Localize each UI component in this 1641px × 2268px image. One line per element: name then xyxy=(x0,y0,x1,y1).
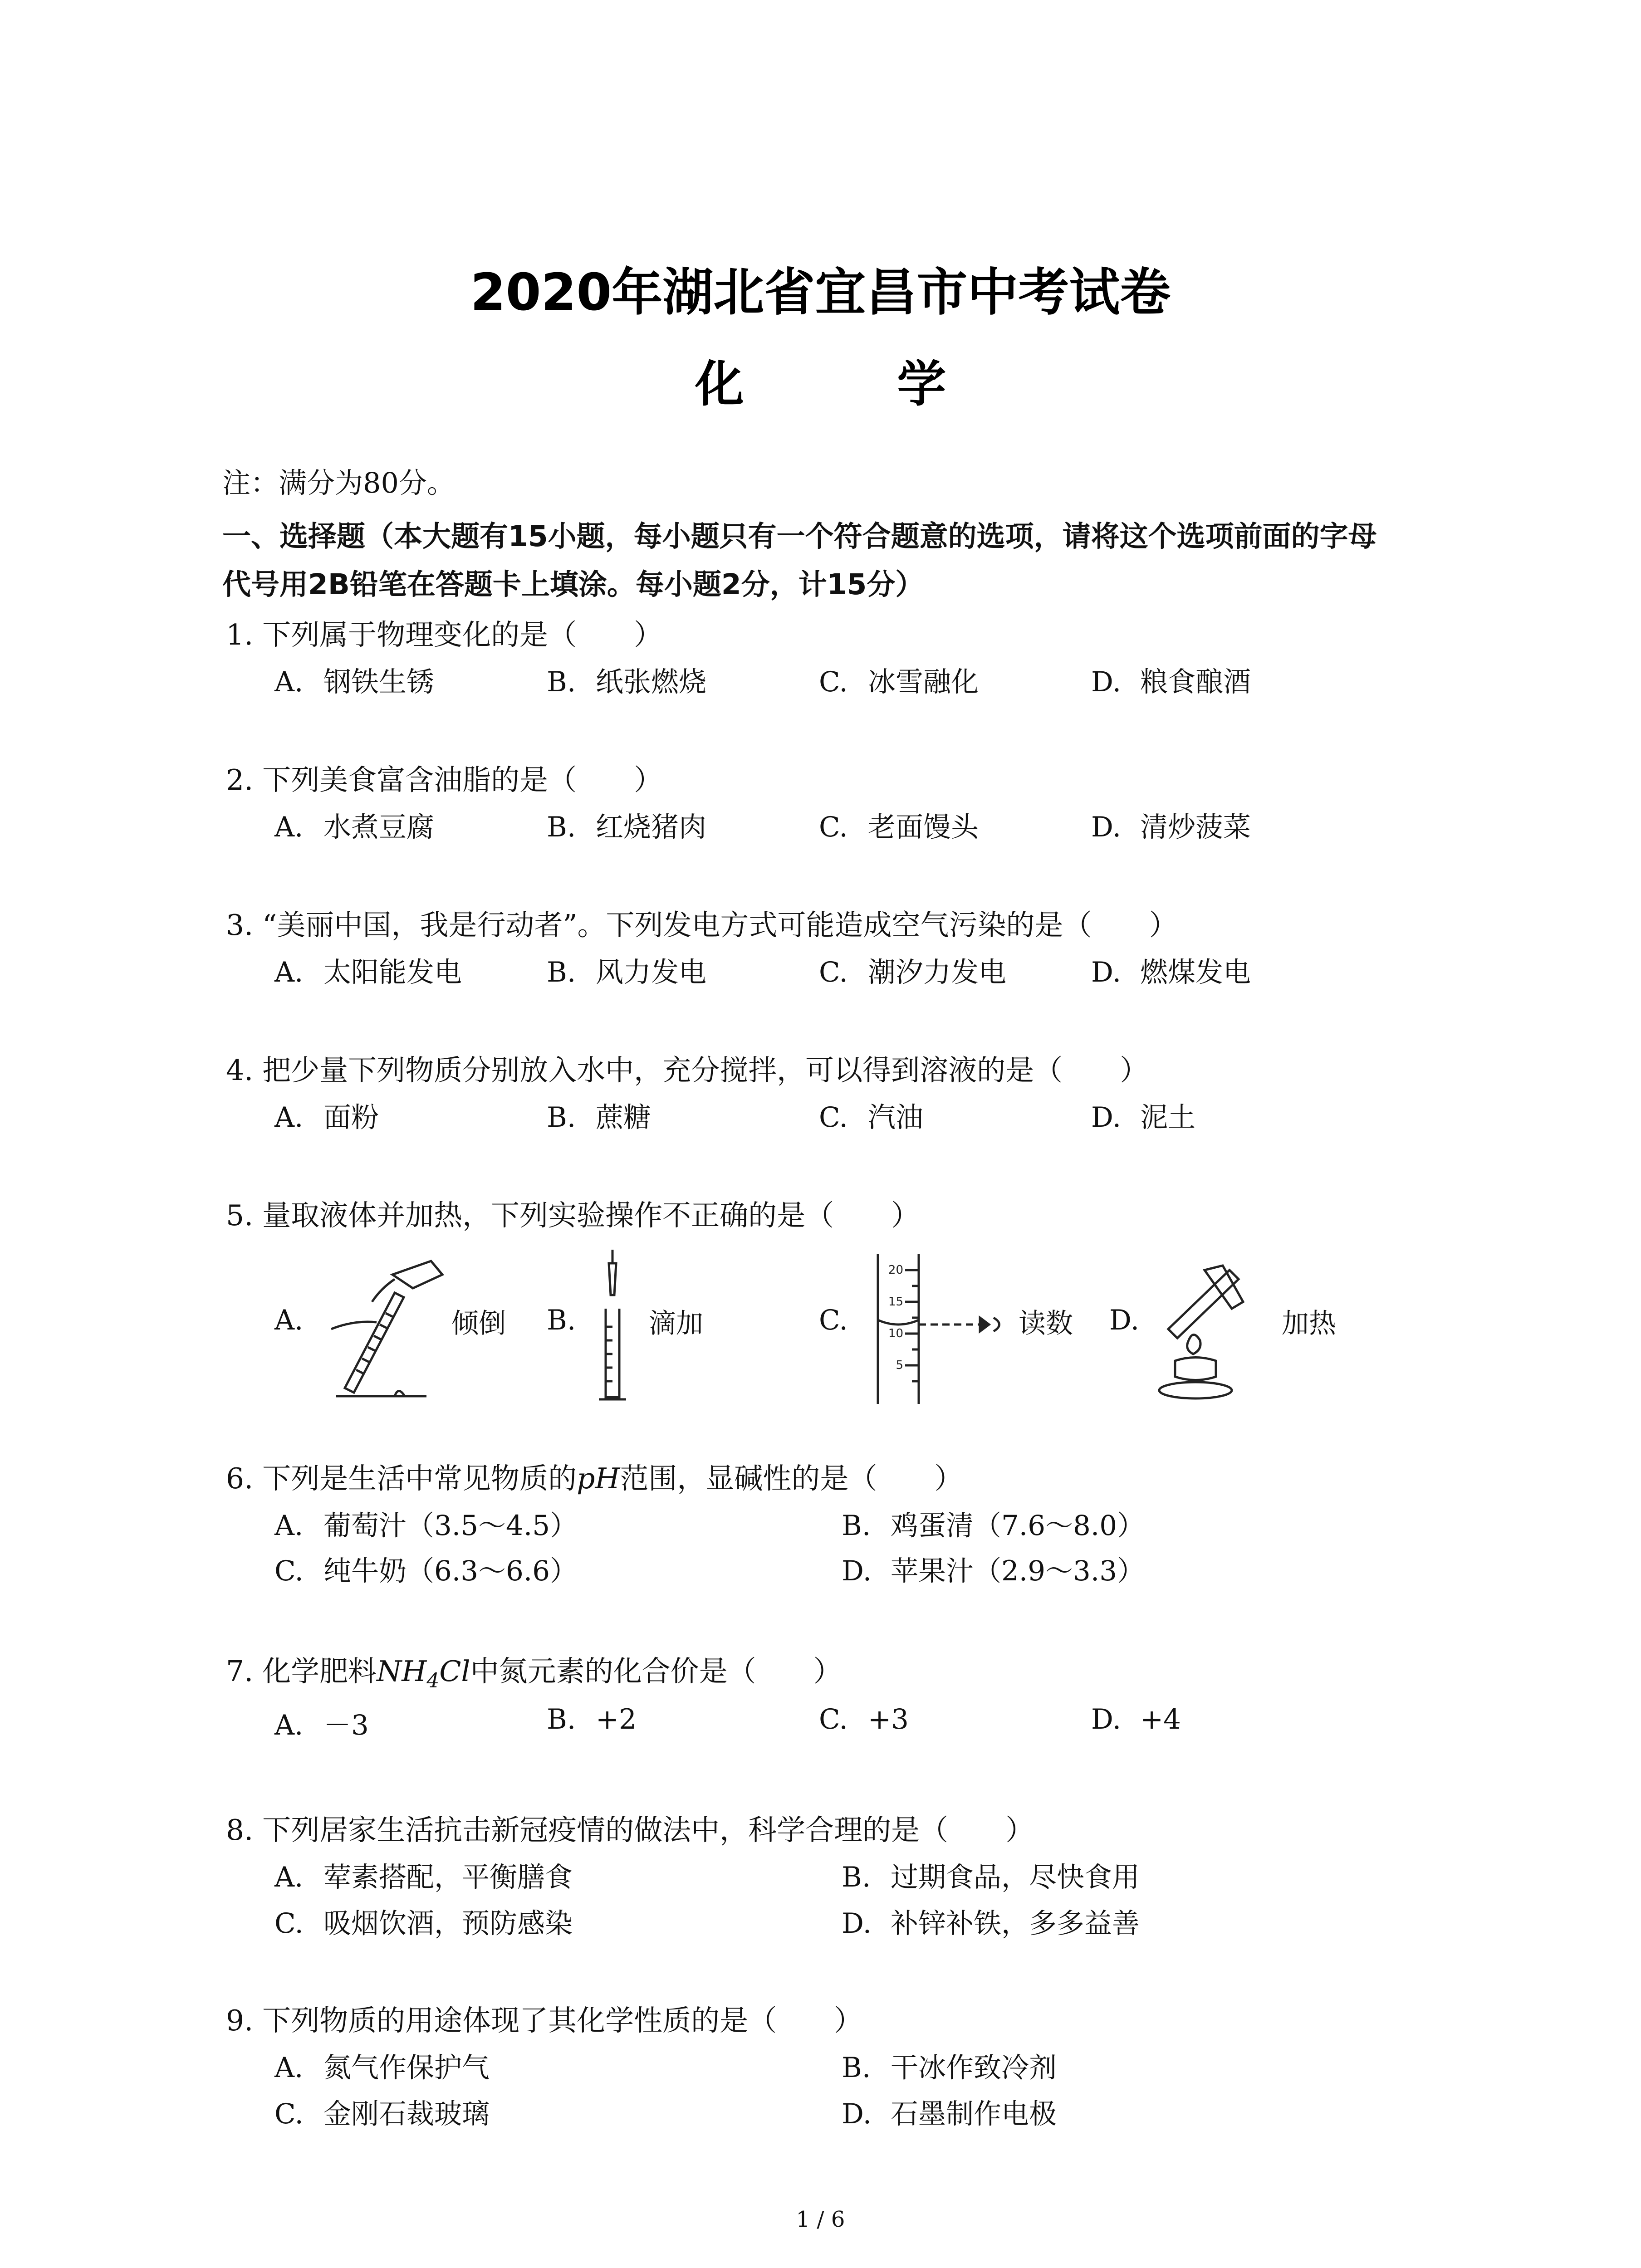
question-4-stem: 4. 把少量下列物质分别放入水中，充分搅拌，可以得到溶液的是（ ） xyxy=(226,1054,1149,1087)
page-subject: 化 学 xyxy=(695,356,1014,413)
option-text: 太阳能发电 xyxy=(323,956,462,988)
option-text: －3 xyxy=(323,1709,369,1741)
option-text: 燃煤发电 xyxy=(1140,956,1251,988)
option-text: 蔗糖 xyxy=(596,1101,652,1134)
option-label: C. xyxy=(274,1907,304,1940)
option-label: C. xyxy=(819,666,848,698)
q9-option-a xyxy=(274,2046,490,2085)
option-text: 泥土 xyxy=(1140,1101,1196,1134)
q4-option-a xyxy=(274,1095,379,1135)
q5-option-d-text: 加热 xyxy=(1282,1308,1336,1339)
option-label: D. xyxy=(842,2098,872,2130)
option-text: 补锌补铁，多多益善 xyxy=(891,1907,1140,1940)
option-label: A. xyxy=(274,666,304,698)
option-text: 冰雪融化 xyxy=(868,666,979,698)
cylinder-reading-figure xyxy=(869,1252,1019,1406)
option-label: A. xyxy=(274,1861,304,1893)
q3-option-b xyxy=(547,950,706,990)
q3-option-a xyxy=(274,950,462,990)
q6-option-c xyxy=(274,1549,578,1589)
option-text: 面粉 xyxy=(323,1101,379,1134)
stem-text: 范围，显碱性的是（ ） xyxy=(620,1462,963,1495)
option-label: A. xyxy=(274,1510,304,1542)
ph-formula: pH xyxy=(577,1462,620,1495)
section-heading-line-2: 代号用2B铅笔在答题卡上填涂。每小题2分，计15分） xyxy=(222,568,924,601)
stem-text: 7. 化学肥料 xyxy=(226,1655,377,1688)
option-text: 红烧猪肉 xyxy=(596,811,707,843)
section-heading-line-1: 一、选择题（本大题有15小题，每小题只有一个符合题意的选项，请将这个选项前面的字母 xyxy=(222,520,1377,553)
option-label: D. xyxy=(842,1907,872,1940)
q7-option-b xyxy=(547,1703,637,1735)
q5-option-c-label: C. xyxy=(819,1304,848,1336)
option-text: 纯牛奶（6.3～6.6） xyxy=(323,1555,578,1587)
option-text: 过期食品，尽快食用 xyxy=(891,1861,1140,1893)
option-label: A. xyxy=(274,956,304,988)
cylinder-tick-10: 10 xyxy=(888,1327,903,1340)
question-9-stem: 9. 下列物质的用途体现了其化学性质的是（ ） xyxy=(226,2004,863,2037)
option-text: 粮食酿酒 xyxy=(1140,666,1251,698)
option-text: 石墨制作电极 xyxy=(891,2098,1057,2130)
q8-option-d xyxy=(842,1901,1140,1941)
score-note: 注：满分为80分。 xyxy=(222,466,455,499)
option-text: 葡萄汁（3.5～4.5） xyxy=(323,1510,578,1542)
option-text: 氮气作保护气 xyxy=(323,2052,490,2084)
q2-option-c xyxy=(819,805,979,845)
pouring-liquid-figure xyxy=(318,1252,454,1402)
formula-subscript: 4 xyxy=(426,1669,440,1692)
option-text: 纸张燃烧 xyxy=(596,666,707,698)
option-label: B. xyxy=(547,1703,576,1735)
q5-option-b-label: B. xyxy=(547,1304,576,1336)
option-text: +4 xyxy=(1140,1703,1181,1735)
option-text: 清炒菠菜 xyxy=(1140,811,1251,843)
q5-option-c-text: 读数 xyxy=(1019,1308,1073,1339)
option-text: 荤素搭配，平衡膳食 xyxy=(323,1861,573,1893)
q7-option-d xyxy=(1091,1703,1181,1735)
q5-option-b-text: 滴加 xyxy=(649,1308,703,1339)
option-label: B. xyxy=(842,1510,871,1542)
q9-option-c xyxy=(274,2092,490,2131)
q7-option-a xyxy=(274,1703,369,1743)
q1-option-a xyxy=(274,660,434,699)
option-label: B. xyxy=(547,666,576,698)
option-label: A. xyxy=(274,811,304,843)
option-label: D. xyxy=(1091,1703,1122,1735)
option-label: C. xyxy=(274,1555,304,1587)
option-label: D. xyxy=(1091,666,1122,698)
q5-option-d-label: D. xyxy=(1109,1304,1140,1336)
option-text: 吸烟饮酒，预防感染 xyxy=(323,1907,573,1940)
option-label: B. xyxy=(547,956,576,988)
cylinder-tick-5: 5 xyxy=(896,1359,903,1372)
option-label: C. xyxy=(819,811,848,843)
q1-option-d xyxy=(1091,660,1251,699)
option-label: C. xyxy=(819,956,848,988)
q7-option-c xyxy=(819,1703,909,1735)
option-label: B. xyxy=(842,1861,871,1893)
q4-option-b xyxy=(547,1095,651,1135)
option-label: B. xyxy=(547,1101,576,1134)
option-text: 潮汐力发电 xyxy=(868,956,1007,988)
option-text: 风力发电 xyxy=(596,956,707,988)
option-text: 老面馒头 xyxy=(868,811,979,843)
option-text: 苹果汁（2.9～3.3） xyxy=(891,1555,1145,1587)
q3-option-d xyxy=(1091,950,1251,990)
option-label: C. xyxy=(819,1703,848,1735)
option-text: 金刚石裁玻璃 xyxy=(323,2098,490,2130)
q2-option-d xyxy=(1091,805,1251,845)
option-label: C. xyxy=(819,1101,848,1134)
q1-option-b xyxy=(547,660,706,699)
heating-figure xyxy=(1150,1252,1282,1402)
option-label: D. xyxy=(1091,811,1122,843)
q3-option-c xyxy=(819,950,1006,990)
dropper-figure xyxy=(585,1245,644,1404)
q6-option-d xyxy=(842,1549,1145,1589)
cylinder-tick-15: 15 xyxy=(888,1295,903,1309)
option-text: 钢铁生锈 xyxy=(323,666,435,698)
option-label: A. xyxy=(274,1709,304,1741)
option-label: D. xyxy=(1091,1101,1122,1134)
option-label: D. xyxy=(842,1555,872,1587)
q1-option-c xyxy=(819,660,979,699)
q6-option-a xyxy=(274,1504,578,1543)
q5-option-a-text: 倾倒 xyxy=(451,1308,506,1339)
option-text: +3 xyxy=(868,1703,909,1735)
page-title: 2020年湖北省宜昌市中考试卷 xyxy=(470,263,1171,322)
q8-option-a xyxy=(274,1855,573,1895)
question-8-stem: 8. 下列居家生活抗击新冠疫情的做法中，科学合理的是（ ） xyxy=(226,1813,1034,1847)
option-text: 汽油 xyxy=(868,1101,924,1134)
q2-option-a xyxy=(274,805,434,845)
q4-option-d xyxy=(1091,1095,1195,1135)
option-label: A. xyxy=(274,2052,304,2084)
question-2-stem: 2. 下列美食富含油脂的是（ ） xyxy=(226,763,663,797)
q8-option-b xyxy=(842,1855,1140,1895)
question-5-stem: 5. 量取液体并加热，下列实验操作不正确的是（ ） xyxy=(226,1199,920,1232)
question-7-stem xyxy=(226,1649,842,1704)
option-text: 干冰作致冷剂 xyxy=(891,2052,1057,2084)
question-3-stem: 3. “美丽中国，我是行动者”。下列发电方式可能造成空气污染的是（ ） xyxy=(226,909,1178,942)
option-label: D. xyxy=(1091,956,1122,988)
cylinder-tick-20: 20 xyxy=(888,1263,903,1277)
q5-option-a-label: A. xyxy=(274,1304,304,1336)
option-label: B. xyxy=(842,2052,871,2084)
q2-option-b xyxy=(547,805,706,845)
option-label: C. xyxy=(274,2098,304,2130)
question-6-stem xyxy=(226,1456,963,1501)
option-text: 水煮豆腐 xyxy=(323,811,435,843)
q4-option-c xyxy=(819,1095,923,1135)
option-label: B. xyxy=(547,811,576,843)
stem-text: 6. 下列是生活中常见物质的 xyxy=(226,1462,577,1495)
q8-option-c xyxy=(274,1901,573,1941)
option-label: A. xyxy=(274,1101,304,1134)
q6-option-b xyxy=(842,1504,1145,1543)
q9-option-d xyxy=(842,2092,1057,2131)
option-text: +2 xyxy=(596,1703,637,1735)
page-number: 1 / 6 xyxy=(796,2207,845,2232)
formula-nh: NH xyxy=(377,1655,427,1688)
formula-cl: Cl xyxy=(439,1655,470,1688)
question-1-stem: 1. 下列属于物理变化的是（ ） xyxy=(226,618,663,651)
option-text: 鸡蛋清（7.6～8.0） xyxy=(891,1510,1145,1542)
stem-text: 中氮元素的化合价是（ ） xyxy=(470,1655,842,1688)
q9-option-b xyxy=(842,2046,1057,2085)
